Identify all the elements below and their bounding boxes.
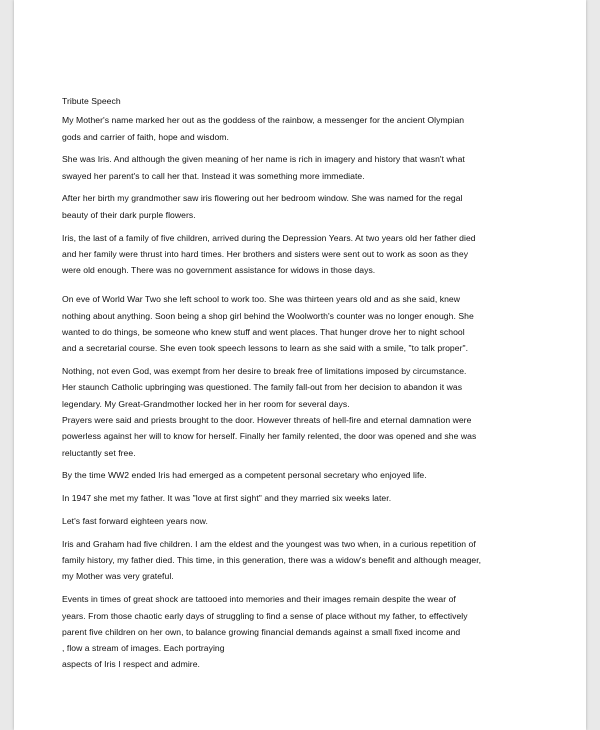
- text-line: reluctantly set free.: [62, 447, 136, 458]
- document-body: [62, 93, 542, 679]
- text-line: wanted to do things, be someone who knew stuff and went places. That hunger drove her to night school: [62, 327, 465, 338]
- text-line: and a secretarial course. She even took speech lessons to learn as she said with a smile, "to talk proper".: [62, 343, 469, 354]
- paragraph: [62, 363, 542, 461]
- paragraph-list: [62, 112, 542, 672]
- text-line: After her birth my grandmother saw iris flowering out her bedroom window. She was named for the regal: [62, 193, 463, 204]
- text-line: parent five children on her own, to balance growing financial demands against a small fixed income and: [62, 626, 461, 637]
- document-title: Tribute Speech: [62, 96, 121, 106]
- text-line: Let's fast forward eighteen years now.: [62, 516, 208, 527]
- paragraph: [62, 490, 542, 506]
- text-line: powerless against her will to know for herself. Finally her family relented, the door was opened and she was: [62, 431, 477, 442]
- text-line: Iris, the last of a family of five children, arrived during the Depression Years. At two years old her father died: [62, 232, 476, 243]
- text-line: my Mother was very grateful.: [62, 571, 174, 582]
- paragraph: [62, 230, 542, 279]
- text-line: years. From those chaotic early days of struggling to find a sense of place without my father, to effectively: [62, 610, 468, 621]
- text-line: My Mother's name marked her out as the goddess of the rainbow, a messenger for the ancient Olympian: [62, 115, 465, 126]
- document-page: [14, 0, 586, 730]
- text-line: swayed her parent's to call her that. Instead it was something more immediate.: [62, 170, 365, 181]
- paragraph: [62, 591, 542, 672]
- paragraph: [62, 513, 542, 529]
- paragraph: [62, 151, 542, 184]
- text-line: On eve of World War Two she left school to work too. She was thirteen years old and as she said, knew: [62, 294, 461, 305]
- text-line: , flow a stream of images. Each portraying: [62, 643, 225, 654]
- text-line: were old enough. There was no government assistance for widows in those days.: [62, 265, 376, 276]
- text-line: and her family were thrust into hard times. Her brothers and sisters were sent out to work as soon as they: [62, 248, 469, 259]
- paragraph: [62, 190, 542, 223]
- text-line: aspects of Iris I respect and admire.: [62, 659, 200, 670]
- text-line: Iris and Graham had five children. I am the eldest and the youngest was two when, in a curious repetition of: [62, 538, 476, 549]
- text-line: beauty of their dark purple flowers.: [62, 209, 196, 220]
- paragraph: [62, 467, 542, 483]
- text-line: Events in times of great shock are tattooed into memories and their images remain despite the wear of: [62, 594, 456, 605]
- text-line: Prayers were said and priests brought to the door. However threats of hell-fire and eternal damnation were: [62, 415, 472, 426]
- text-line: By the time WW2 ended Iris had emerged as a competent personal secretary who enjoyed life.: [62, 470, 427, 481]
- text-line: Nothing, not even God, was exempt from her desire to break free of limitations imposed by circumstance.: [62, 366, 467, 377]
- paragraph: [62, 536, 542, 585]
- text-line: legendary. My Great-Grandmother locked her in her room for several days.: [62, 398, 350, 409]
- text-line: Her staunch Catholic upbringing was questioned. The family fall-out from her decision to abandon it was: [62, 382, 463, 393]
- text-line: In 1947 she met my father. It was "love at first sight" and they married six weeks later.: [62, 493, 392, 504]
- text-line: family history, my father died. This time, in this generation, there was a widow's benefit and although meager,: [62, 555, 482, 566]
- text-line: gods and carrier of faith, hope and wisdom.: [62, 131, 229, 142]
- paragraph: [62, 112, 542, 145]
- text-line: She was Iris. And although the given meaning of her name is rich in imagery and history that wasn't what: [62, 154, 465, 165]
- text-line: nothing about anything. Soon being a shop girl behind the Woolworth's counter was no longer enough. She: [62, 310, 474, 321]
- paragraph: [62, 291, 542, 356]
